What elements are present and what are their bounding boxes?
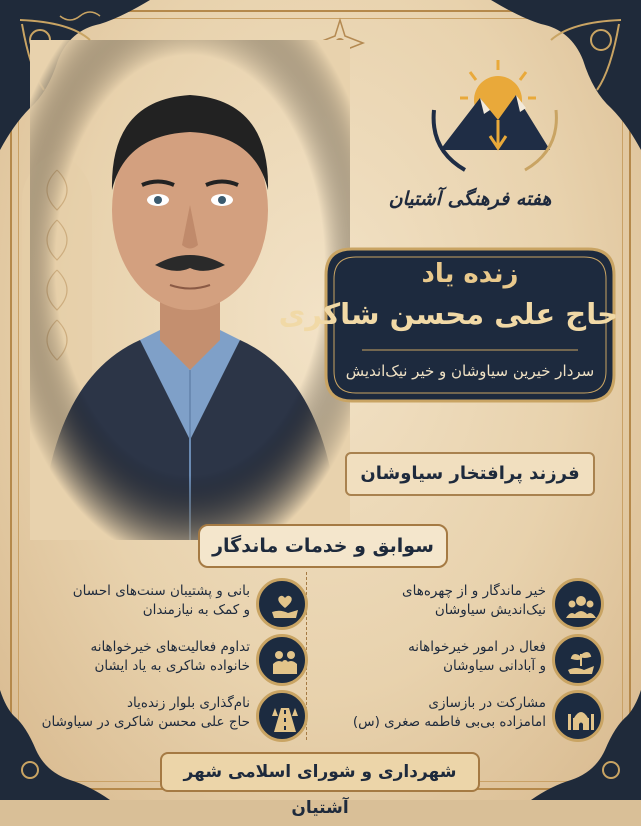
mosque-icon: [552, 690, 604, 742]
service-item: [38, 576, 308, 634]
service-line: فعال در امور خیرخواهانه: [408, 639, 546, 655]
service-line: و کمک به نیازمندان: [142, 602, 250, 618]
service-item: [38, 632, 308, 690]
service-line: نیک‌اندیش سیاوشان: [434, 602, 546, 618]
service-line: حاج علی محسن شاکری در سیاوشان: [41, 714, 250, 730]
service-item: [334, 576, 604, 634]
name-plaque: [278, 245, 618, 405]
service-item: [334, 632, 604, 690]
services-list: [38, 566, 604, 746]
service-line: امامزاده بی‌بی فاطمه صغری (س): [352, 714, 546, 730]
event-title: هفته فرهنگی آشتیان: [388, 188, 552, 210]
heart-hand-icon: [256, 578, 308, 630]
pride-badge: فرزند پرافتخار سیاوشان: [345, 452, 595, 496]
service-item: [334, 688, 604, 746]
plant-hand-icon: [552, 634, 604, 686]
section-title: سوابق و خدمات ماندگار: [198, 524, 448, 568]
service-line: بانی و پشتیبان سنت‌های احسان: [72, 583, 250, 599]
portrait-image: [30, 40, 350, 540]
memorial-label: زنده یاد: [421, 259, 519, 289]
service-line: خیر ماندگار و از چهره‌های: [402, 583, 546, 599]
service-item: [38, 688, 308, 746]
service-line: خانواده شاکری به یاد ایشان: [94, 658, 250, 674]
footer-organizer: شهرداری و شورای اسلامی شهر آشتیان: [160, 752, 480, 792]
people-group-icon: [552, 578, 604, 630]
service-line: تداوم فعالیت‌های خیرخواهانه: [90, 639, 250, 655]
service-line: و آبادانی سیاوشان: [443, 658, 546, 674]
person-name: حاج علی محسن شاکری: [278, 297, 618, 331]
road-icon: [256, 690, 308, 742]
mountain-sun-logo-icon: [420, 40, 570, 190]
service-line: نام‌گذاری بلوار زنده‌یاد: [127, 695, 250, 711]
service-line: مشارکت در بازسازی: [428, 695, 546, 711]
family-icon: [256, 634, 308, 686]
person-title: سردار خیرین سیاوشان و خیر نیک‌اندیش: [345, 362, 595, 380]
